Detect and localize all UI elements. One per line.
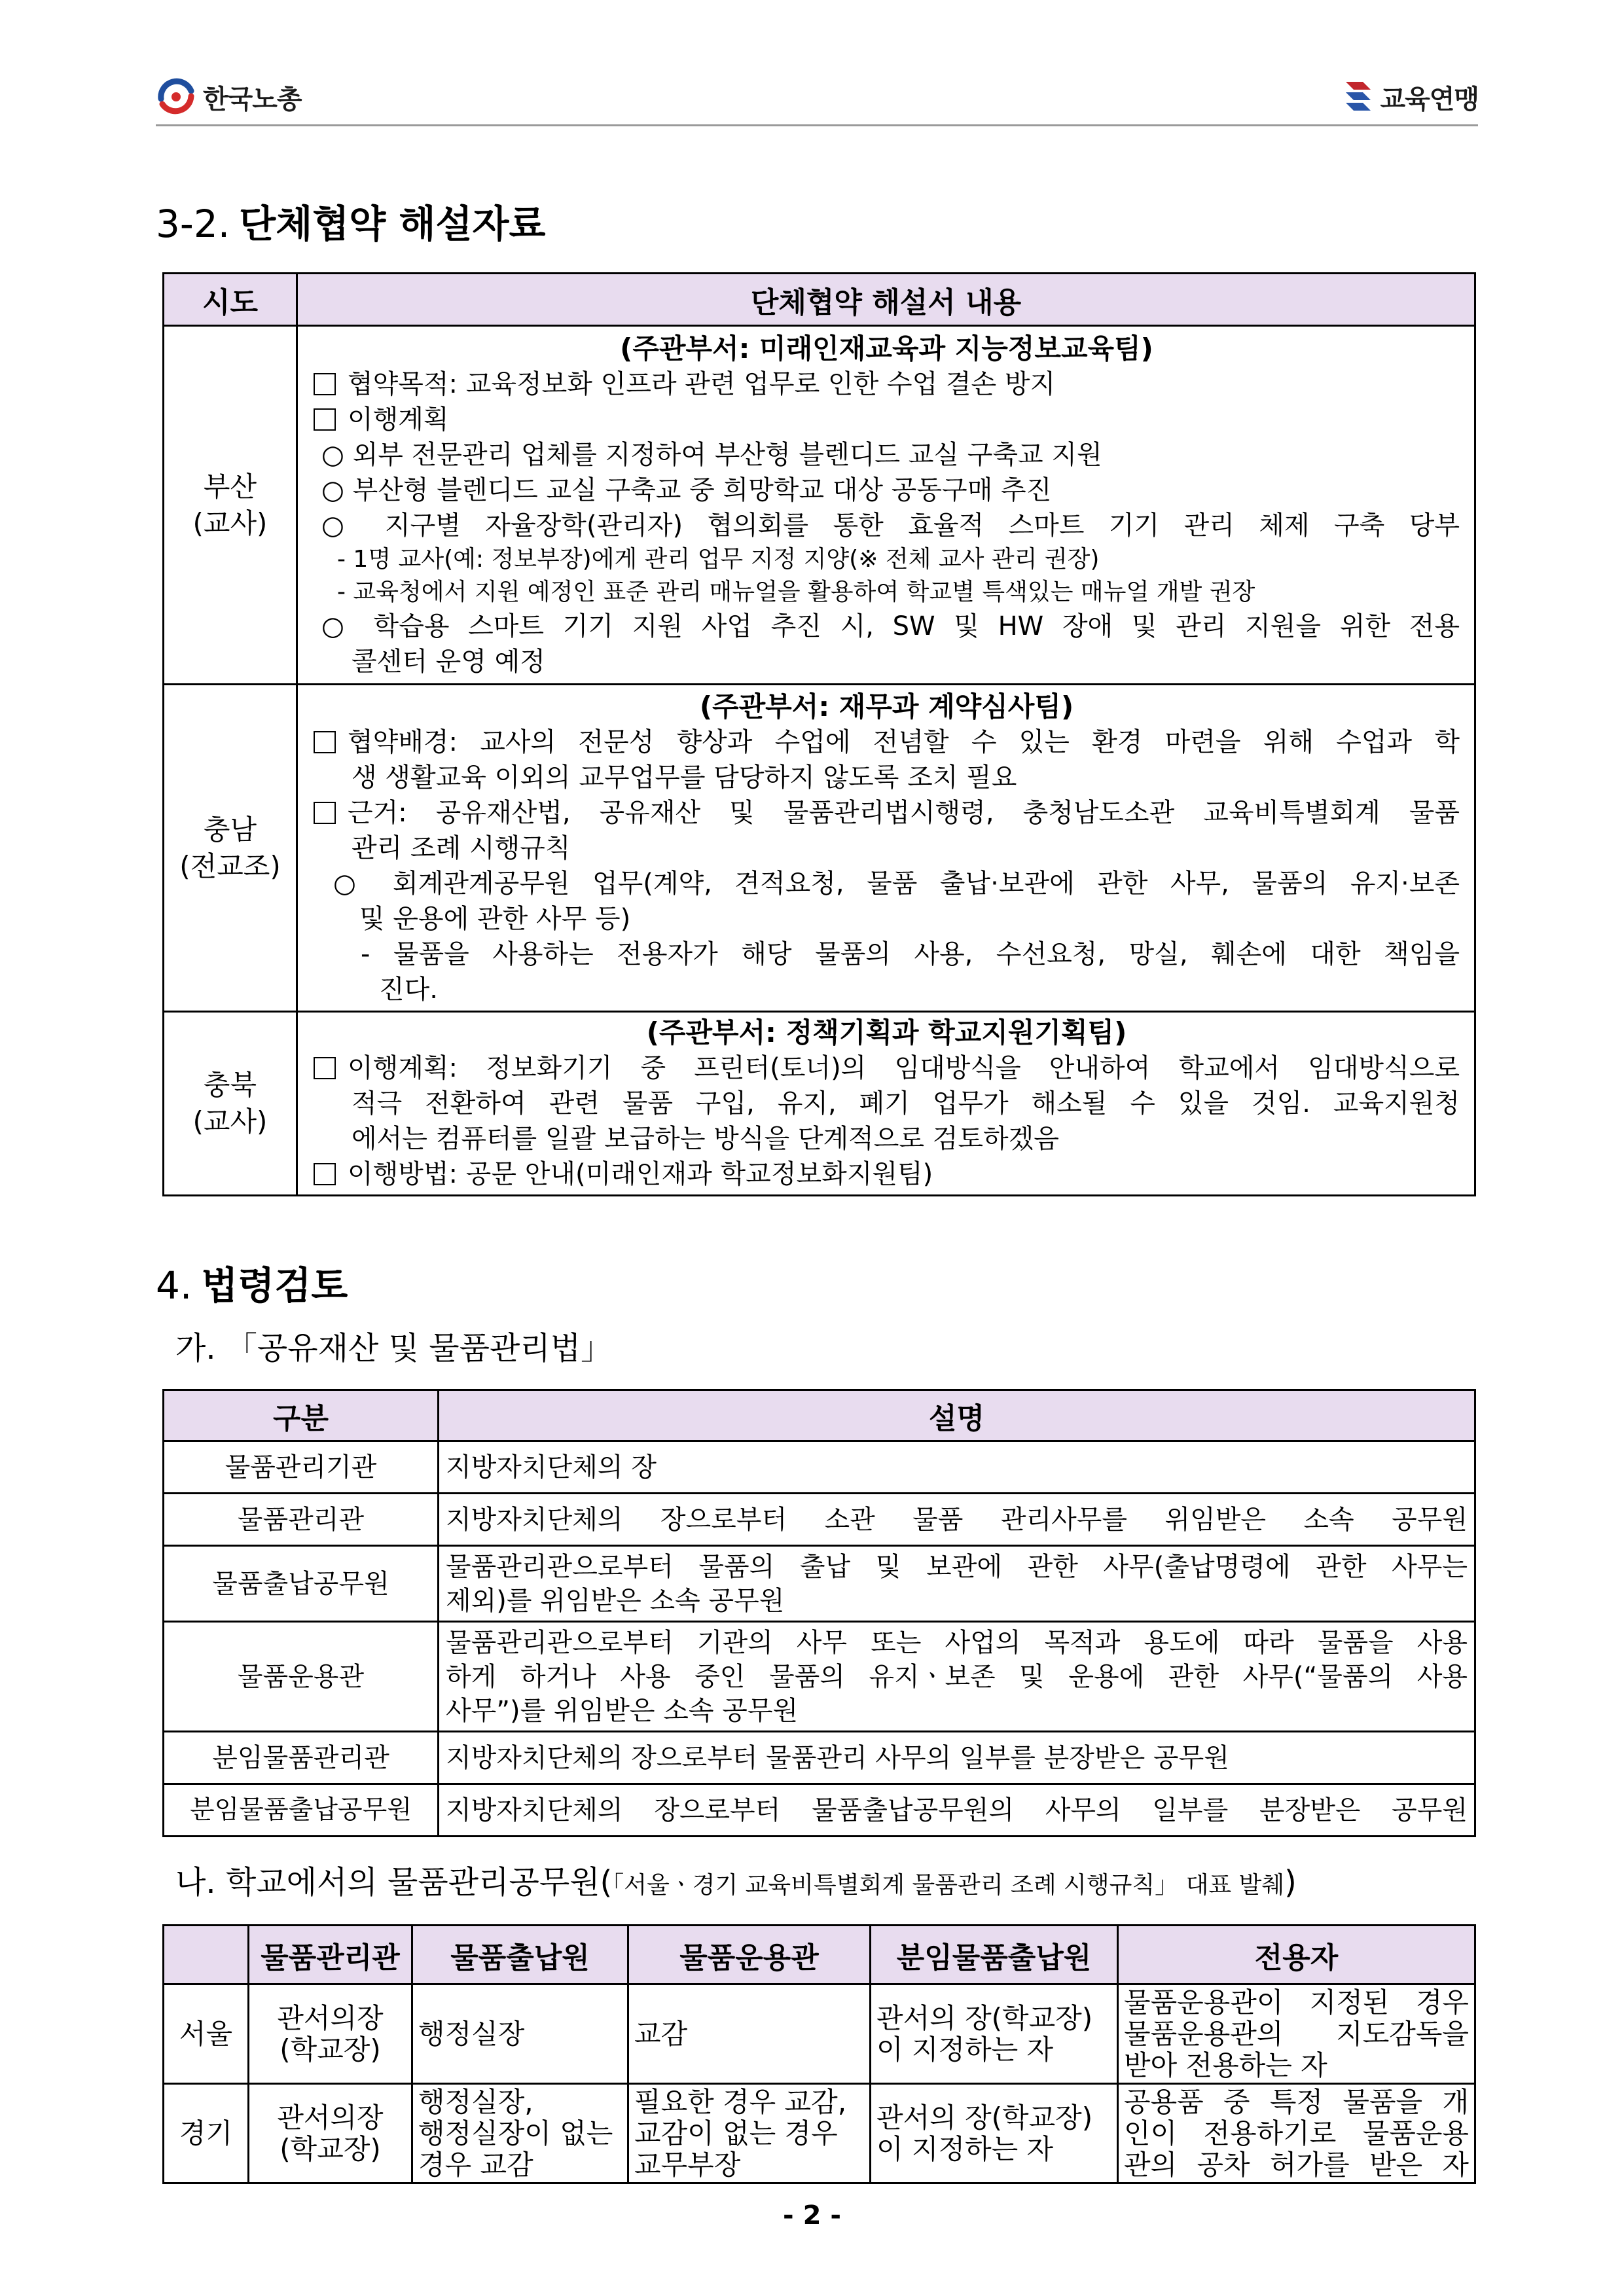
list-item: 이행방법: 공문 안내(미래인재과 학교정보화지원팀) <box>314 1157 1460 1192</box>
section-title: 법령검토 <box>201 1263 348 1308</box>
left-logo-text: 한국노총 <box>203 84 302 115</box>
section-title: 단체협약 해설자료 <box>239 202 546 246</box>
term-cell: 물품운용관 <box>164 1622 439 1732</box>
table-row <box>164 1546 1475 1622</box>
region-cell: 충북 (교사) <box>164 1012 297 1196</box>
department-label: (주관부서: 재무과 계약심사팀) <box>699 690 1074 723</box>
table-row <box>164 1784 1475 1837</box>
list-item: - 물품을 사용하는 전용자가 해당 물품의 사용, 수선요청, 망실, 훼손에 대한 책임을 <box>361 939 1460 969</box>
list-item: 에서는 컴퓨터를 일괄 보급하는 방식을 단계적으로 검토하겠음 <box>352 1124 1059 1154</box>
checkbox-square-icon <box>314 802 336 824</box>
table-cell: 교감 <box>628 1984 871 2084</box>
hankook-nochong-logo <box>156 71 302 123</box>
section-number: 4. <box>156 1263 192 1308</box>
checkbox-square-icon <box>314 731 336 753</box>
section-number: 3-2. <box>156 202 230 246</box>
list-item: 및 운용에 관한 사무 등) <box>359 903 631 934</box>
list-item: 콜센터 운영 예정 <box>352 646 545 677</box>
table-cell: 관서의 장(학교장) 이 지정하는 자 <box>871 2084 1118 2183</box>
list-item: 이행계획: 정보화기기 중 프린터(토너)의 임대방식을 안내하여 학교에서 임대방식으로 <box>314 1050 1460 1086</box>
table-cell: 관서의장 (학교장) <box>249 1984 412 2084</box>
description-cell: 지방자치단체의 장 <box>439 1441 1475 1494</box>
region-cell: 충남 (전교조) <box>164 685 297 1012</box>
subsection-a-title: 가. 「공유재산 및 물품관리법」 <box>175 1330 613 1367</box>
table-row-chungnam <box>164 685 1475 1012</box>
table-row <box>164 1732 1475 1784</box>
description-cell: 지방자치단체의 장으로부터 물품관리 사무의 일부를 분장받은 공무원 <box>439 1732 1475 1784</box>
header-divider <box>156 124 1478 126</box>
header-empty <box>164 1926 249 1984</box>
page-number: - 2 - <box>783 2200 841 2231</box>
property-act-table <box>162 1389 1476 1837</box>
agreement-commentary-table <box>162 272 1476 1196</box>
table-cell: 행정실장 <box>412 1984 628 2084</box>
table-cell: 행정실장, 행정실장이 없는 경우 교감 <box>412 2084 628 2183</box>
list-item: ○ 학습용 스마트 기기 지원 사업 추진 시, SW 및 HW 장애 및 관리 지원을 위한 전용 <box>321 611 1460 641</box>
description-cell: 물품관리관으로부터 기관의 사무 또는 사업의 목적과 용도에 따라 물품을 사용 하게 하거나 사용 중인 물품의 유지ㆍ보존 및 운용에 관한 사무(“물품의 사용 사무”)를 위임받은 소속 공무원 <box>439 1622 1475 1732</box>
region-cell: 경기 <box>164 2084 249 2183</box>
hankook-nochong-emblem-icon <box>156 77 196 117</box>
education-federation-emblem-icon <box>1343 78 1373 116</box>
list-item: - 1명 교사(예: 정보부장)에게 관리 업무 지정 지양(※ 전체 교사 관리 권장) <box>337 545 1100 573</box>
list-item: - 교육청에서 지원 예정인 표준 관리 매뉴얼을 활용하여 학교별 특색있는 매뉴얼 개발 권장 <box>337 578 1255 605</box>
term-cell: 분임물품출납공무원 <box>164 1784 439 1837</box>
list-item: 협약배경: 교사의 전문성 향상과 수업에 전념할 수 있는 환경 마련을 위해 수업과 학 <box>314 725 1460 760</box>
term-cell: 물품출납공무원 <box>164 1546 439 1622</box>
table-row <box>164 1622 1475 1732</box>
list-item: 관리 조례 시행규칙 <box>352 833 571 863</box>
header-term: 구분 <box>164 1390 439 1441</box>
list-item: 협약목적: 교육정보화 인프라 관련 업무로 인한 수업 결손 방지 <box>314 367 1460 402</box>
region-cell: 서울 <box>164 1984 249 2084</box>
list-item: ○ 부산형 블렌디드 교실 구축교 중 희망학교 대상 공동구매 추진 <box>321 475 1052 505</box>
content-cell <box>297 685 1475 1012</box>
table-row-chungbuk <box>164 1012 1475 1196</box>
list-item: 생 생활교육 이외의 교무업무를 담당하지 않도록 조치 필요 <box>352 762 1017 793</box>
description-cell: 지방자치단체의 장으로부터 물품출납공무원의 사무의 일부를 분장받은 공무원 <box>439 1784 1475 1837</box>
list-item: ○ 외부 전문관리 업체를 지정하여 부산형 블렌디드 교실 구축교 지원 <box>321 439 1102 470</box>
list-item: ○ 지구별 자율장학(관리자) 협의회를 통한 효율적 스마트 기기 관리 체제 구축 당부 <box>321 510 1460 541</box>
table-row <box>164 1494 1475 1546</box>
table-cell: 필요한 경우 교감, 교감이 없는 경우 교무부장 <box>628 2084 871 2183</box>
term-cell: 물품관리기관 <box>164 1441 439 1494</box>
table-cell: 공용품 중 특정 물품을 개 인이 전용하기로 물품운용 관의 공차 허가를 받은 자 <box>1118 2084 1475 2183</box>
table-cell: 관서의장 (학교장) <box>249 2084 412 2183</box>
term-cell: 분임물품관리관 <box>164 1732 439 1784</box>
education-federation-logo <box>1343 71 1479 123</box>
content-cell <box>297 1012 1475 1196</box>
header-operating-officer: 물품운용관 <box>628 1926 871 1984</box>
section-3-2-heading <box>156 202 546 246</box>
checkbox-square-icon <box>314 1057 336 1079</box>
header-description: 설명 <box>439 1390 1475 1441</box>
description-cell: 물품관리관으로부터 물품의 출납 및 보관에 관한 사무(출납명령에 관한 사무는 제외)를 위임받은 소속 공무원 <box>439 1546 1475 1622</box>
table-row-busan <box>164 326 1475 685</box>
subsection-b-title: 나. 학교에서의 물품관리공무원(「서울ㆍ경기 교육비특별회계 물품관리 조례 시행규칙」 대표 발췌) <box>175 1864 1297 1901</box>
region-cell: 부산 (교사) <box>164 326 297 685</box>
table-row <box>164 1441 1475 1494</box>
section-4-heading <box>156 1263 348 1308</box>
checkbox-square-icon <box>314 408 336 431</box>
list-item: ○ 회계관계공무원 업무(계약, 견적요청, 물품 출납·보관에 관한 사무, 물품의 유지·보존 <box>333 868 1460 899</box>
header-issuing-officer: 물품출납원 <box>412 1926 628 1984</box>
checkbox-square-icon <box>314 1163 336 1185</box>
header-property-manager: 물품관리관 <box>249 1926 412 1984</box>
table-row-seoul <box>164 1984 1475 2084</box>
right-logo-text: 교육연맹 <box>1380 84 1479 115</box>
term-cell: 물품관리관 <box>164 1494 439 1546</box>
checkbox-square-icon <box>314 373 336 395</box>
list-item: 근거: 공유재산법, 공유재산 및 물품관리법시행령, 충청남도소관 교육비특별회계 물품 <box>314 795 1460 831</box>
header-content: 단체협약 해설서 내용 <box>297 274 1475 326</box>
school-officials-table <box>162 1924 1476 2184</box>
description-cell: 지방자치단체의 장으로부터 소관 물품 관리사무를 위임받은 소속 공무원 <box>439 1494 1475 1546</box>
department-label: (주관부서: 미래인재교육과 지능정보교육팀) <box>620 332 1153 365</box>
department-label: (주관부서: 정책기획과 학교지원기획팀) <box>646 1016 1127 1049</box>
table-cell: 물품운용관이 지정된 경우 물품운용관의 지도감독을 받아 전용하는 자 <box>1118 1984 1475 2084</box>
list-item: 진다. <box>379 974 438 1005</box>
list-item: 이행계획 <box>314 402 1460 437</box>
table-row-gyeonggi <box>164 2084 1475 2183</box>
content-cell <box>297 326 1475 685</box>
header-region: 시도 <box>164 274 297 326</box>
header-exclusive-user: 전용자 <box>1118 1926 1475 1984</box>
list-item: 적극 전환하여 관련 물품 구입, 유지, 폐기 업무가 해소될 수 있을 것임. 교육지원청 <box>352 1088 1460 1119</box>
header-sub-issuing-officer: 분임물품출납원 <box>871 1926 1118 1984</box>
table-cell: 관서의 장(학교장) 이 지정하는 자 <box>871 1984 1118 2084</box>
